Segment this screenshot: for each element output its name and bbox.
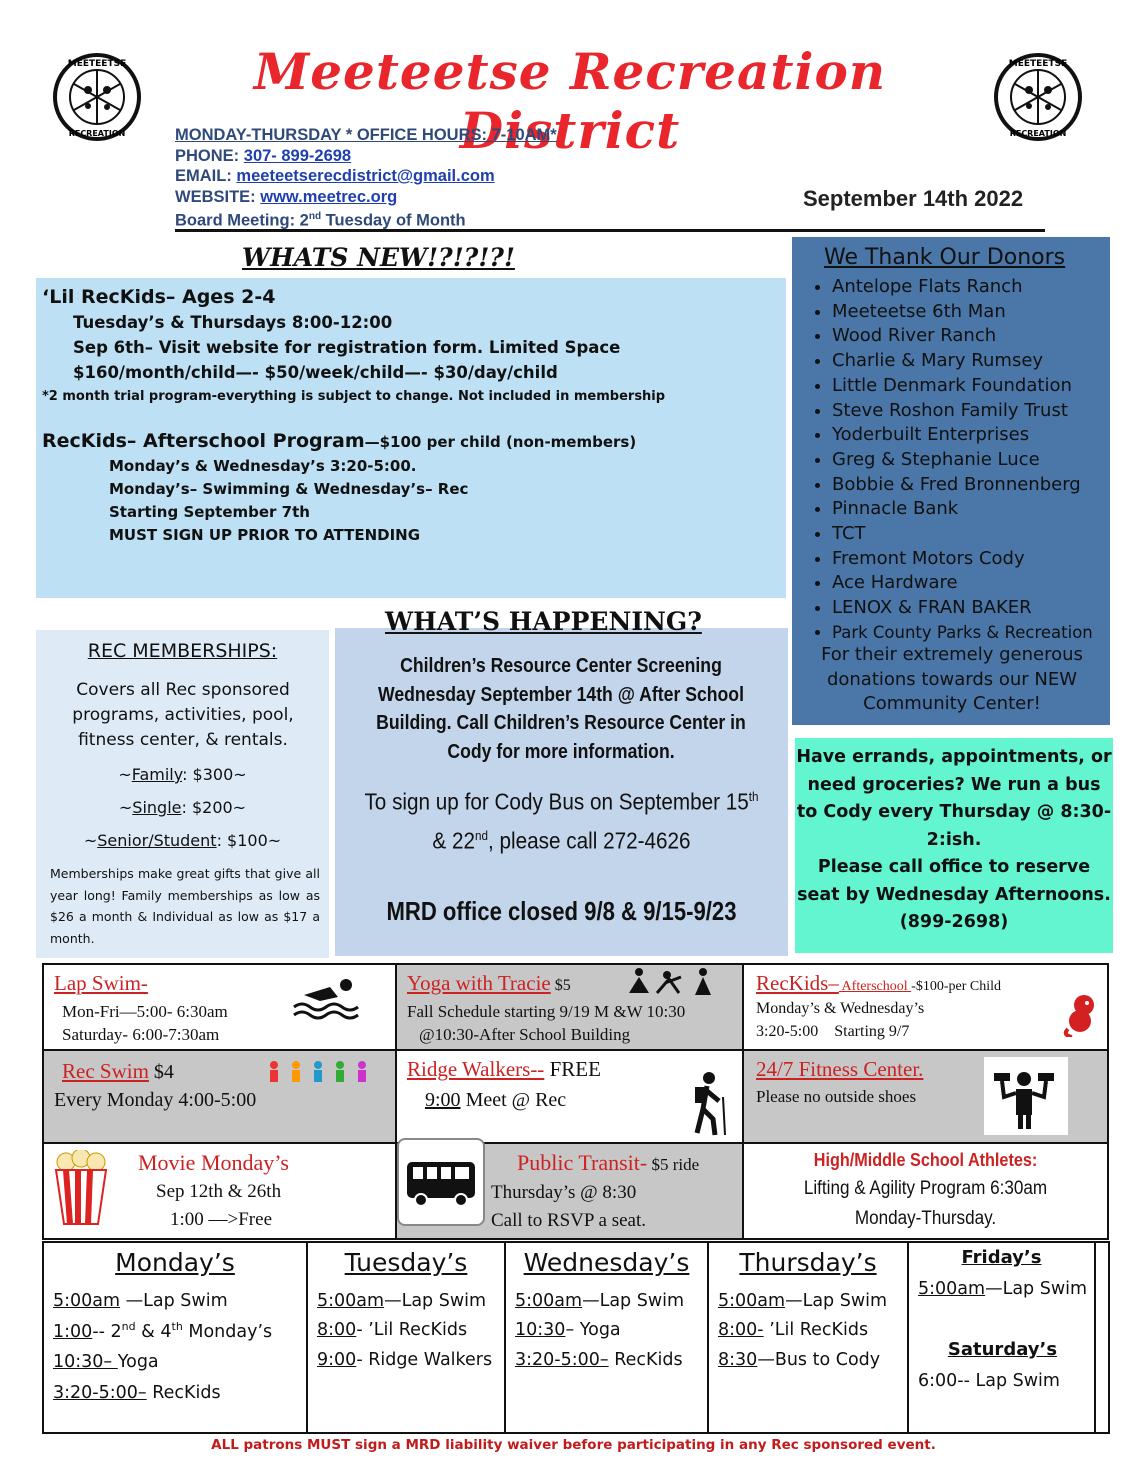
movie-monday-line2: 1:00 —>Free: [170, 1209, 273, 1230]
yoga-title: Yoga with Tracie: [407, 971, 551, 995]
reckids-line2: Monday’s– Swimming & Wednesday’s– Rec: [109, 480, 469, 498]
schedule-tuesday: Tuesday’s 5:00am—Lap Swim 8:00- ’Lil RecKids 9:00- Ridge Walkers: [308, 1243, 506, 1432]
donor-item: • Steve Roshon Family Trust: [832, 399, 1093, 424]
lil-reckids-line1: Tuesday’s & Thursdays 8:00-12:00: [73, 313, 393, 332]
lil-reckids-note: *2 month trial program-everything is subject to change. Not included in membership: [42, 389, 666, 404]
schedule-thursday: Thursday’s 5:00am—Lap Swim 8:00- ’Lil RecKids 8:30—Bus to Cody: [709, 1243, 909, 1432]
lap-swim-line1: Mon-Fri—5:00- 6:30am: [62, 1002, 228, 1021]
board-meeting: Board Meeting: 2nd Tuesday of Month: [175, 211, 466, 230]
membership-single: ~Single: $200~: [118, 798, 247, 817]
yoga-line2: @10:30-After School Building: [419, 1025, 631, 1044]
day-heading: Thursday’s: [739, 1248, 877, 1277]
issue-date: September 14th 2022: [803, 186, 1024, 211]
fitness-center-cell: [744, 1051, 1107, 1144]
lap-swim-title: Lap Swim-: [54, 971, 148, 995]
schedule-friday-saturday: Friday’s 5:00am—Lap Swim Saturday’s 6:00-- Lap Swim: [909, 1243, 1096, 1432]
svg-text:RECREATION: RECREATION: [68, 129, 126, 138]
lap-swim-line2: Saturday- 6:00-7:30am: [62, 1025, 220, 1044]
ridge-walkers-cell: Ridge Walkers-- FREE 9:00 Meet @ Rec: [397, 1051, 744, 1144]
office-closed: MRD office closed 9/8 & 9/15-9/23: [386, 896, 737, 926]
friday-heading: Friday’s: [961, 1247, 1042, 1268]
reckids-cell-line2: 3:20-5:00 Starting 9/7: [756, 1023, 910, 1040]
popcorn-icon: [52, 1150, 110, 1226]
athletes-line1: Lifting & Agility Program 6:30am: [803, 1178, 1048, 1199]
memberships-desc: Covers all Rec sponsored programs, activities, pool, fitness center, & rentals.: [72, 680, 294, 750]
public-transit-line2: Call to RSVP a seat.: [491, 1210, 646, 1231]
happening-heading: WHAT’S HAPPENING?: [385, 607, 702, 636]
lil-reckids-title: ‘Lil RecKids– Ages 2-4: [42, 286, 276, 308]
donor-item: • Antelope Flats Ranch: [832, 275, 1093, 300]
reckids-title: RecKids– Afterschool Program—$100 per child (non-members): [42, 430, 637, 452]
public-transit-cell: Public Transit- $5 ride Thursday’s @ 8:30 Call to RSVP a seat.: [397, 1144, 744, 1238]
yoga-line1: Fall Schedule starting 9/19 M &W 10:30: [407, 1002, 686, 1021]
header-divider: [175, 229, 1045, 232]
donors-heading: We Thank Our Donors: [824, 245, 1066, 270]
lap-swim-cell: [44, 965, 397, 1051]
reckids-line3: Starting September 7th: [109, 503, 310, 521]
donor-item: • Wood River Ranch: [832, 324, 1093, 349]
public-transit-line1: Thursday’s @ 8:30: [491, 1182, 637, 1203]
reckids-cell-line1: Monday’s & Wednesday’s: [756, 1000, 925, 1017]
schedule-wednesday: Wednesday’s 5:00am—Lap Swim 10:30– Yoga 3:20-5:00– RecKids: [506, 1243, 709, 1432]
donor-item: • Bobbie & Fred Bronnenberg: [832, 473, 1093, 498]
whats-new-heading: WHATS NEW!?!?!?!: [242, 243, 515, 272]
ridge-walkers-line: 9:00 Meet @ Rec: [425, 1089, 567, 1111]
bus-icon: [399, 1140, 483, 1224]
membership-senior: ~Senior/Student: $100~: [83, 831, 282, 850]
donor-item: • TCT: [832, 522, 1093, 547]
bus-signup: To sign up for Cody Bus on September 15th & 22nd, please call 272-4626: [364, 788, 759, 854]
phone-link[interactable]: 307- 899-2698: [243, 146, 352, 165]
yoga-cell: Yoga with Tracie $5 Fall Schedule starting 9/19 M &W 10:30 @10:30-After School Building: [397, 965, 744, 1051]
athletes-cell: [744, 1144, 1107, 1238]
memberships-box: [36, 630, 329, 958]
lil-reckids-line2: Sep 6th– Visit website for registration form. Limited Space: [73, 338, 621, 357]
red-mascot-icon: [1062, 991, 1104, 1037]
donor-item: • Ace Hardware: [832, 571, 1093, 596]
waiver-notice: ALL patrons MUST sign a MRD liability waiver before participating in any Rec sponsored event.: [211, 1437, 936, 1453]
memberships-footer: Memberships make great gifts that give all year long! Family memberships as low as $26 a month & Individual as low as $17 a month.: [50, 866, 320, 946]
fitness-center-title: 24/7 Fitness Center.: [756, 1057, 924, 1081]
email-link[interactable]: meeteetserecdistrict@gmail.com: [236, 167, 495, 185]
office-hours: MONDAY-THURSDAY * OFFICE HOURS: 7-10AM*: [175, 126, 557, 144]
movie-monday-line1: Sep 12th & 26th: [156, 1181, 282, 1202]
membership-family: ~Family: $300~: [118, 765, 247, 784]
reckids-line1: Monday’s & Wednesday’s 3:20-5:00.: [109, 457, 417, 475]
logo-right: [993, 52, 1083, 142]
donor-item: • Charlie & Mary Rumsey: [832, 349, 1093, 374]
svg-text:MEETEETSE: MEETEETSE: [67, 59, 127, 69]
lil-reckids-line3: $160/month/child—- $50/week/child—- $30/day/child: [73, 363, 558, 382]
ridge-walkers-title: Ridge Walkers--: [407, 1057, 545, 1081]
errands-box: [795, 738, 1113, 953]
yoga-poses-icon: [625, 967, 717, 997]
saturday-row: 6:00-- Lap Swim: [918, 1371, 1060, 1391]
rec-swim-line: Every Monday 4:00-5:00: [54, 1089, 257, 1111]
day-heading: Monday’s: [115, 1248, 235, 1277]
donor-item: • Little Denmark Foundation: [832, 374, 1093, 399]
donor-item: • Pinnacle Bank: [832, 497, 1093, 522]
memberships-heading: REC MEMBERSHIPS:: [87, 640, 278, 662]
donor-item: • Greg & Stephanie Luce: [832, 448, 1093, 473]
reckids-line4: MUST SIGN UP PRIOR TO ATTENDING: [109, 526, 421, 544]
phone-label: PHONE:: [175, 146, 240, 165]
reckids-cell: RecKids– Afterschool -$100-per Child Monday’s & Wednesday’s 3:20-5:00 Starting 9/7: [744, 965, 1107, 1051]
website-label: WEBSITE:: [175, 187, 256, 206]
donor-item: • LENOX & FRAN BAKER: [832, 596, 1093, 621]
donors-list: [798, 275, 1093, 646]
donor-item: • Yoderbuilt Enterprises: [832, 423, 1093, 448]
logo-left: [52, 52, 142, 142]
programs-grid: [42, 963, 1109, 1240]
donor-item: • Meeteetse 6th Man: [832, 300, 1093, 325]
day-heading: Tuesday’s: [344, 1248, 468, 1277]
svg-text:MEETEETSE: MEETEETSE: [1008, 59, 1068, 69]
svg-text:RECREATION: RECREATION: [1009, 129, 1067, 138]
weightlifter-icon: [984, 1057, 1068, 1135]
happening-box: [335, 628, 788, 956]
rec-swim-cell: Rec Swim $4 Every Monday 4:00-5:00: [44, 1051, 397, 1144]
website-link[interactable]: www.meetrec.org: [260, 187, 398, 206]
donors-closing: For their extremely generous donations towards our NEW Community Center!: [821, 644, 1083, 714]
weekly-schedule: [42, 1241, 1110, 1434]
errands-text: Have errands, appointments, or need groceries? We run a bus to Cody every Thursday @ 8:30-2:ish. Please call office to reserve seat by Wednesday Afternoons. (899-2698): [796, 747, 1112, 932]
rec-swim-title: Rec Swim: [62, 1059, 149, 1083]
day-heading: Wednesday’s: [523, 1248, 690, 1277]
movie-monday-cell: [44, 1144, 397, 1238]
public-transit-title: Public Transit-: [517, 1150, 648, 1175]
page-title: Meeteetse Recreation District: [253, 42, 887, 160]
donor-item: • Fremont Motors Cody: [832, 547, 1093, 572]
reckids-cell-title: RecKids–: [756, 971, 839, 995]
whats-new-box: [36, 278, 786, 598]
saturday-heading: Saturday’s: [947, 1339, 1058, 1360]
donor-item: • Park County Parks & Recreation: [832, 621, 1093, 646]
athletes-title: High/Middle School Athletes:: [813, 1150, 1038, 1170]
screening-notice: Children’s Resource Center Screening Wednesday September 14th @ After School Building. Call Children’s Resource Center in Cody for more information.: [376, 654, 746, 763]
email-label: EMAIL:: [175, 167, 232, 185]
movie-monday-title: Movie Monday’s: [138, 1150, 289, 1175]
fitness-center-line: Please no outside shoes: [756, 1087, 917, 1106]
athletes-line2: Monday-Thursday.: [854, 1208, 997, 1229]
swimmer-icon: [290, 977, 366, 1023]
contact-block: [175, 125, 735, 231]
schedule-monday: Monday’s 5:00am —Lap Swim 1:00-- 2nd & 4th Monday’s 10:30– Yoga 3:20-5:00– RecKids: [44, 1243, 308, 1432]
kids-icon: [264, 1059, 374, 1091]
donors-box: [792, 237, 1110, 725]
hiker-icon: [687, 1071, 731, 1137]
